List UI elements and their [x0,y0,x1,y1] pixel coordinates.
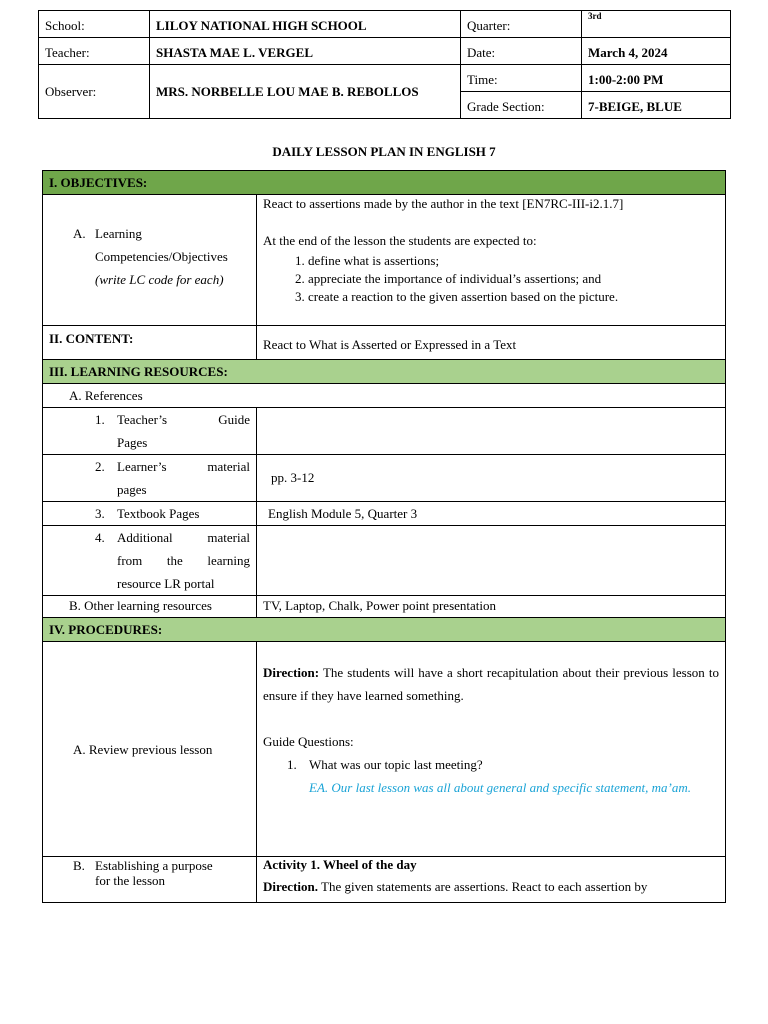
time-label: Time: [461,65,582,92]
objectives-heading: I. OBJECTIVES: [43,171,726,195]
objectives-content-cell [257,195,726,326]
activity-title: Activity 1. Wheel of the day [263,857,417,872]
content-value: React to What is Asserted or Expressed in a Text [257,326,726,360]
resource-row-num: 2. [95,459,105,474]
objectives-label-cell [43,195,257,326]
resource-row-num: 3. [95,506,105,521]
teacher-value: SHASTA MAE L. VERGEL [150,38,461,65]
resource-row-line: Learner’s material [117,459,250,474]
resource-row-value [257,526,726,596]
resource-row-value: English Module 5, Quarter 3 [257,502,726,526]
resource-row-num: 4. [95,530,105,545]
date-value: March 4, 2024 [582,38,731,65]
activity-direction-bold: Direction. [263,879,318,894]
resource-row-label [43,502,257,526]
review-direction-text: The students will have a short recapitulation about their previous lesson to ensure if they have learned something. [263,665,719,703]
guide-question-text: What was our topic last meeting? [309,757,483,772]
review-direction-bold: Direction: [263,665,320,680]
resource-row-label [43,455,257,502]
other-resources-value: TV, Laptop, Chalk, Power point presentation [257,596,726,618]
guide-questions-label: Guide Questions: [263,734,354,749]
quarter-label: Quarter: [461,11,582,38]
guide-question-item [263,753,719,776]
objectives-label-line3: (write LC code for each) [95,271,224,287]
grade-label: Grade Section: [461,92,582,119]
resources-heading: III. LEARNING RESOURCES: [43,360,726,384]
purpose-line2: for the lesson [95,873,166,888]
purpose-letter: B. [73,858,85,873]
time-value: 1:00-2:00 PM [582,65,731,92]
resource-row-line: Additional material [117,530,250,545]
objectives-label-line2: Competencies/Objectives [95,248,228,264]
resource-row-line: Teacher’s Guide [117,412,250,427]
objectives-label-letter: A. [73,225,86,241]
resource-row-line: Pages [117,435,148,450]
observer-value: MRS. NORBELLE LOU MAE B. REBOLLOS [150,65,461,119]
resource-row-line: pages [117,482,147,497]
teacher-label: Teacher: [39,38,150,65]
guide-question-num: 1. [287,757,297,772]
procedures-heading: IV. PROCEDURES: [43,618,726,642]
observer-label: Observer: [39,65,150,119]
resource-row-label [43,408,257,455]
purpose-content-cell [257,857,726,903]
resource-row-value [257,408,726,455]
review-label: A. Review previous lesson [43,642,257,857]
grade-value: 7-BEIGE, BLUE [582,92,731,119]
resource-row-label [43,526,257,596]
other-resources-label: B. Other learning resources [43,596,257,618]
content-heading: II. CONTENT: [43,326,257,360]
lesson-plan-table [42,170,726,903]
purpose-label-cell [43,857,257,903]
school-value: LILOY NATIONAL HIGH SCHOOL [150,11,461,38]
objectives-list [263,252,719,306]
review-content-cell [257,642,726,857]
resource-row-line: Textbook Pages [117,506,200,521]
objectives-intro: At the end of the lesson the students are expected to: [263,233,537,248]
quarter-value: 3rd [582,11,731,38]
header-table [38,10,731,119]
references-label: A. References [43,384,726,408]
expected-answer: EA. Our last lesson was all about general and specific statement, ma’am. [309,780,692,795]
resource-row-value: pp. 3-12 [257,455,726,502]
activity-direction [263,873,719,901]
competency-text: React to assertions made by the author in the text [EN7RC-III-i2.1.7] [263,196,624,211]
review-direction [263,661,719,707]
resource-row-line: resource LR portal [117,576,215,591]
activity-direction-text: The given statements are assertions. React to each assertion by [318,879,648,894]
purpose-line1: Establishing a purpose [95,858,213,873]
objective-item: 3. create a reaction to the given assertion based on the picture. [308,288,719,306]
page-title: DAILY LESSON PLAN IN ENGLISH 7 [272,144,496,159]
date-label: Date: [461,38,582,65]
school-label: School: [39,11,150,38]
resource-row-num: 1. [95,412,105,427]
objectives-label-line1: Learning [95,225,142,241]
resource-row-line: from the learning [117,553,250,568]
objective-item: 2. appreciate the importance of individual’s assertions; and [308,270,719,288]
objective-item: 1. define what is assertions; [308,252,719,270]
